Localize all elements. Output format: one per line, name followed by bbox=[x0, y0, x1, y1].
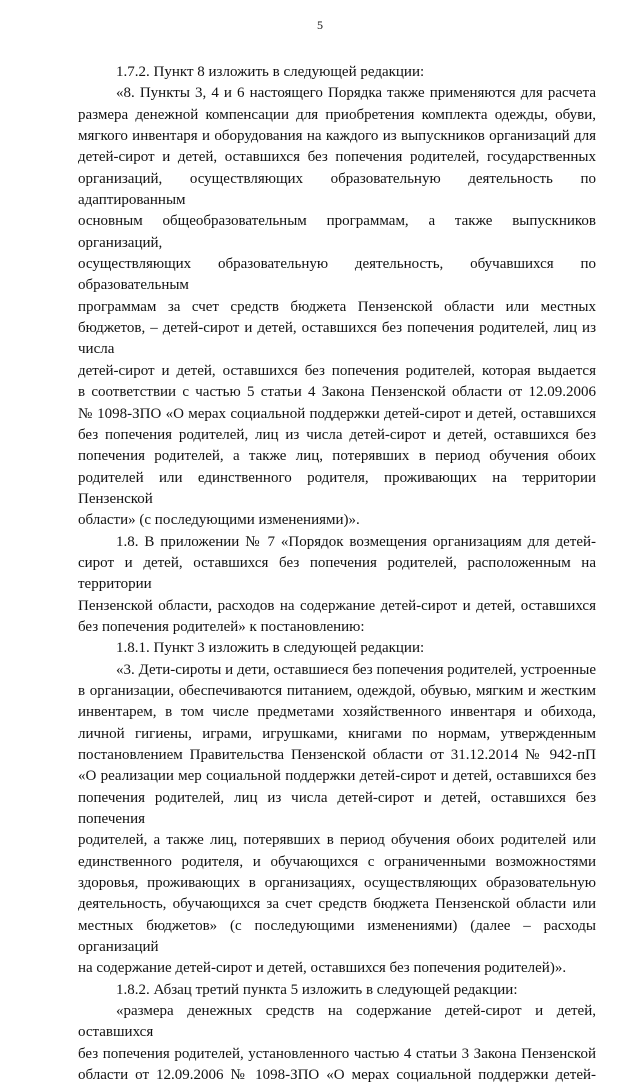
text-line: без попечения родителей, лиц из числа детей-сирот и детей, оставшихся без bbox=[78, 426, 596, 443]
text-line: без попечения родителей» к постановлению: bbox=[78, 618, 365, 635]
text-line: единственного родителя, и обучающихся с ограниченными возможностями bbox=[78, 853, 596, 870]
text-line: попечения родителей, а также лиц, потерявших в период обучения обоих bbox=[78, 448, 596, 465]
text-line: «размера денежных средств на содержание детей-сирот и детей, оставшихся bbox=[78, 1003, 596, 1041]
text-line: 1.8.2. Абзац третий пункта 5 изложить в следующей редакции: bbox=[116, 981, 518, 998]
text-line: № 1098-ЗПО «О мерах социальной поддержки детей-сирот и детей, оставшихся bbox=[78, 405, 596, 422]
text-line: программам за счет средств бюджета Пензенской области или местных bbox=[78, 298, 596, 315]
text-line: инвентарем, в том числе предметами хозяйственного инвентаря и обихода, bbox=[78, 704, 596, 721]
text-line: 1.8.1. Пункт 3 изложить в следующей редакции: bbox=[116, 640, 425, 657]
text-line: здоровья, проживающих в организациях, осуществляющих образовательную bbox=[78, 875, 596, 892]
text-line: местных бюджетов» (с последующими изменениями) (далее – расходы организаций bbox=[78, 917, 596, 956]
document-body bbox=[78, 62, 596, 1087]
text-line: детей-сирот и детей, оставшихся без попечения родителей, государственных bbox=[78, 149, 596, 166]
text-line: «О реализации мер социальной поддержки детей-сирот и детей, оставшихся без bbox=[78, 768, 596, 785]
text-line: родителей или единственного родителя, проживающих на территории Пензенской bbox=[78, 469, 596, 507]
text-line: в соответствии с частью 5 статьи 4 Закона Пензенской области от 12.09.2006 bbox=[78, 384, 596, 401]
text-line: мягкого инвентаря и оборудования на каждого из выпускников организаций для bbox=[78, 128, 596, 145]
text-line: попечения родителей, лиц из числа детей-сирот и детей, оставшихся без попечения bbox=[78, 789, 596, 828]
text-line: без попечения родителей, установленного частью 4 статьи 3 Закона Пензенской bbox=[78, 1045, 596, 1062]
text-line: области» (с последующими изменениями)». bbox=[78, 512, 360, 529]
text-line: области от 12.09.2006 № 1098-ЗПО «О мерах социальной поддержки детей- bbox=[78, 1067, 596, 1084]
text-line: на содержание детей-сирот и детей, оставшихся без попечения родителей)». bbox=[78, 960, 567, 977]
text-line: 1.7.2. Пункт 8 изложить в следующей редакции: bbox=[116, 64, 425, 80]
text-line: 1.8. В приложении № 7 «Порядок возмещения организациям для детей- bbox=[116, 533, 596, 550]
text-line: бюджетов, – детей-сирот и детей, оставшихся без попечения родителей, лиц из числа bbox=[78, 320, 596, 358]
text-line: сирот и детей, оставшихся без попечения родителей, расположенным на территории bbox=[78, 554, 596, 593]
text-line: в организации, обеспечиваются питанием, одеждой, обувью, мягким и жестким bbox=[78, 682, 596, 699]
text-line: «8. Пункты 3, 4 и 6 настоящего Порядка также применяются для расчета bbox=[116, 85, 596, 102]
text-line: размера денежной компенсации для приобретения комплекта одежды, обуви, bbox=[78, 106, 596, 123]
text-line: личной гигиены, играми, игрушками, книгами по нормам, утвержденным bbox=[78, 725, 596, 742]
text-line: организаций, осуществляющих образовательную деятельность по адаптированным bbox=[78, 170, 596, 209]
text-line: осуществляющих образовательную деятельность, обучавшихся по образовательным bbox=[78, 256, 596, 294]
text-line: основным общеобразовательным программам, а также выпускников организаций, bbox=[78, 213, 596, 251]
text-line: постановлением Правительства Пензенской области от 31.12.2014 № 942-пП bbox=[78, 747, 596, 763]
text-line: родителей, а также лиц, потерявших в период обучения обоих родителей или bbox=[78, 832, 596, 849]
text-line: деятельность, обучающихся за счет средств бюджета Пензенской области или bbox=[78, 896, 596, 913]
text-line: «3. Дети-сироты и дети, оставшиеся без попечения родителей, устроенные bbox=[116, 661, 596, 678]
text-line: Пензенской области, расходов на содержание детей-сирот и детей, оставшихся bbox=[78, 597, 596, 614]
page-number: 5 bbox=[317, 18, 323, 32]
text-line: детей-сирот и детей, оставшихся без попечения родителей, которая выдается bbox=[78, 362, 596, 379]
